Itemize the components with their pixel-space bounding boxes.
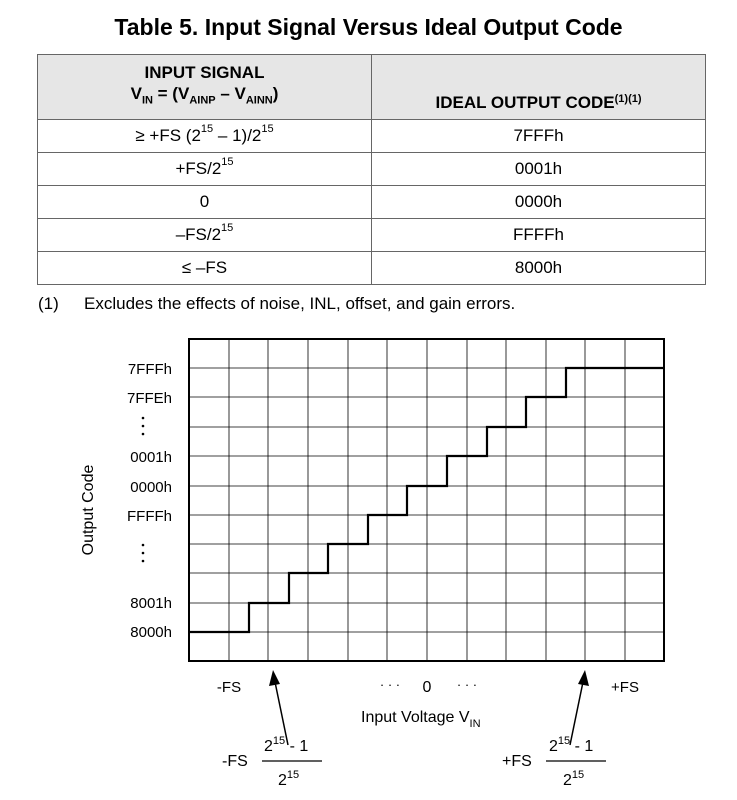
header-ainn-sub: AINN	[245, 94, 273, 107]
left-formula-numerator: $2^{15} - 1$	[264, 735, 309, 755]
y-axis-title: Output Code	[80, 464, 97, 556]
input-signal-exponent: 15	[261, 123, 274, 135]
output-code-cell: 0000h	[372, 186, 706, 219]
left-formula-prefix: -FS	[222, 753, 248, 770]
input-signal-text: 0	[199, 192, 210, 211]
chart-grid	[189, 339, 664, 661]
output-code-cell: 8000h	[372, 252, 706, 285]
y-ellipsis-lower	[142, 544, 145, 563]
table-title: Table 5. Input Signal Versus Ideal Output Code	[114, 14, 623, 40]
footnote-text: Excludes the effects of noise, INL, offset, and gain errors.	[84, 294, 516, 313]
left-formula-denominator: $2^{15}$	[278, 769, 300, 789]
header-eq: = (V	[152, 84, 190, 104]
y-label-ffffh: FFFFh	[127, 508, 172, 525]
y-label-7ffeh: 7FFEh	[126, 390, 172, 407]
input-signal-text: +FS/2	[175, 159, 222, 178]
output-code-cell: 0001h	[372, 153, 706, 186]
header-input-signal-line1: INPUT SIGNAL	[144, 63, 265, 83]
y-label-8001h: 8001h	[130, 595, 172, 612]
x-label-minus-fs: -FS	[216, 679, 242, 696]
left-arrow	[269, 670, 288, 745]
right-formula-numerator: $2^{15} - 1$	[549, 735, 594, 755]
x-label-plus-fs: +FS	[611, 679, 639, 696]
header-ainp-sub: AINP	[189, 94, 216, 107]
input-signal-text: ≤ –FS	[181, 258, 228, 277]
y-ellipsis-upper	[142, 417, 145, 436]
plot-frame	[189, 339, 664, 661]
header-v: V	[130, 84, 142, 104]
staircase-line	[189, 368, 664, 632]
x-dots-left: · · ·	[379, 677, 401, 692]
left-threshold-formula	[222, 735, 322, 789]
header-minus: – V	[215, 84, 246, 104]
input-signal-text: – 1)/2	[213, 126, 262, 145]
right-threshold-formula	[502, 735, 606, 789]
input-signal-exponent: 15	[200, 123, 214, 135]
x-label-zero: 0	[422, 679, 432, 696]
right-formula-denominator: $2^{15}$	[563, 769, 585, 789]
right-arrow	[570, 670, 589, 745]
header-output-text: IDEAL OUTPUT CODE	[435, 93, 615, 112]
header-v-sub: IN	[141, 94, 153, 107]
header-output-sup: (1)(1)	[614, 93, 642, 105]
input-signal-text: –FS/2	[175, 225, 222, 244]
right-formula-prefix: +FS	[502, 753, 532, 770]
input-signal-exponent: 15	[221, 222, 234, 234]
y-label-0001h: 0001h	[130, 449, 172, 466]
y-label-8000h: 8000h	[130, 624, 172, 641]
output-code-cell: FFFFh	[372, 219, 706, 252]
y-axis-labels	[127, 361, 172, 641]
output-code-cell: 7FFFh	[372, 120, 706, 153]
x-axis-title: Input Voltage $V_{IN}$	[361, 709, 481, 730]
y-label-0000h: 0000h	[130, 479, 172, 496]
header-close: )	[272, 84, 279, 104]
input-signal-exponent: 15	[221, 156, 234, 168]
footnote-mark: (1)	[38, 294, 59, 313]
x-dots-right: · · ·	[456, 677, 478, 692]
input-signal-text: ≥ +FS (2	[135, 126, 201, 145]
y-label-7fffh: 7FFFh	[127, 361, 172, 378]
